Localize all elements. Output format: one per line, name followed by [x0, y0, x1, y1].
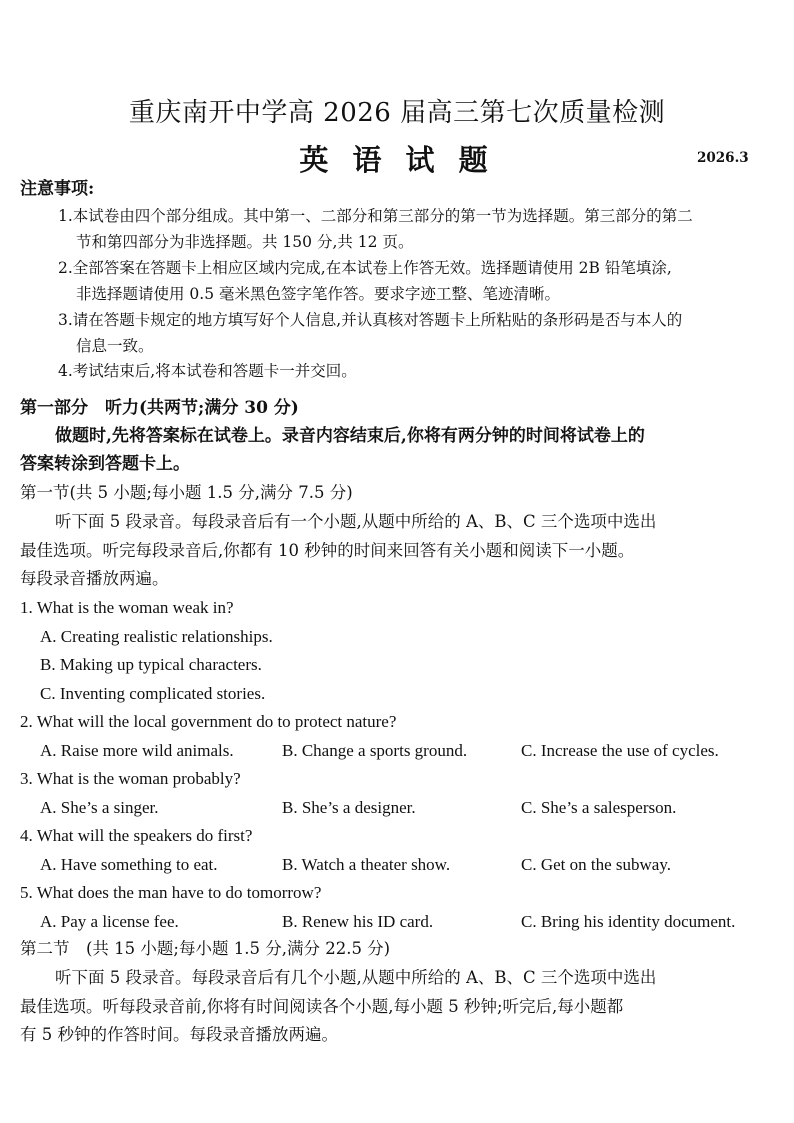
q1-option-c[interactable]: C. Inventing complicated stories. — [40, 684, 266, 703]
exam-school-title: 重庆南开中学高 2026 届高三第七次质量检测 — [128, 98, 666, 128]
section2-heading: 第二节 (共 15 小题;每小题 1.5 分,满分 22.5 分) — [20, 939, 391, 958]
exam-subject-title: 英 语 试 题 — [299, 143, 495, 177]
notice-line: 3.请在答题卡规定的地方填写好个人信息,并认真核对答题卡上所粘贴的条形码是否与本人的 — [58, 311, 683, 329]
notice-line: 信息一致。 — [76, 337, 154, 355]
q4-option-b[interactable]: B. Watch a theater show. — [282, 855, 451, 874]
section1-instruction-line: 最佳选项。听完每段录音后,你都有 10 秒钟的时间来回答有关小题和阅读下一小题。 — [20, 541, 635, 560]
section1-heading: 第一节(共 5 小题;每小题 1.5 分,满分 7.5 分) — [20, 483, 353, 502]
exam-date: 2026.3 — [697, 150, 749, 166]
notice-line: 1.本试卷由四个部分组成。其中第一、二部分和第三部分的第一节为选择题。第三部分的第二 — [58, 207, 693, 225]
q5-option-c[interactable]: C. Bring his identity document. — [521, 912, 736, 931]
q3-option-b[interactable]: B. She’s a designer. — [282, 798, 416, 817]
section1-instruction-line: 听下面 5 段录音。每段录音后有一个小题,从题中所给的 A、B、C 三个选项中选出 — [55, 512, 657, 531]
q4-option-a[interactable]: A. Have something to eat. — [40, 855, 218, 874]
notice-line: 2.全部答案在答题卡上相应区域内完成,在本试卷上作答无效。选择题请使用 2B 铅笔填涂, — [58, 259, 672, 277]
q2-option-b[interactable]: B. Change a sports ground. — [282, 741, 468, 760]
question-5: 5. What does the man have to do tomorrow? — [20, 883, 322, 902]
part1-heading: 第一部分 听力(共两节;满分 30 分) — [20, 398, 299, 418]
q2-option-c[interactable]: C. Increase the use of cycles. — [521, 741, 719, 760]
q4-option-c[interactable]: C. Get on the subway. — [521, 855, 671, 874]
section1-instruction-line: 每段录音播放两遍。 — [20, 569, 169, 588]
q2-option-a[interactable]: A. Raise more wild animals. — [40, 741, 234, 760]
part1-instruction-line: 做题时,先将答案标在试卷上。录音内容结束后,你将有两分钟的时间将试卷上的 — [55, 426, 645, 446]
question-4: 4. What will the speakers do first? — [20, 826, 253, 845]
section2-instruction-line: 最佳选项。听每段录音前,你将有时间阅读各个小题,每小题 5 秒钟;听完后,每小题都 — [20, 997, 624, 1016]
question-1: 1. What is the woman weak in? — [20, 598, 234, 617]
question-3: 3. What is the woman probably? — [20, 769, 241, 788]
q1-option-a[interactable]: A. Creating realistic relationships. — [40, 627, 273, 646]
section2-instruction-line: 听下面 5 段录音。每段录音后有几个小题,从题中所给的 A、B、C 三个选项中选出 — [55, 968, 657, 987]
q5-option-a[interactable]: A. Pay a license fee. — [40, 912, 179, 931]
notice-line: 节和第四部分为非选择题。共 150 分,共 12 页。 — [76, 233, 414, 251]
q3-option-a[interactable]: A. She’s a singer. — [40, 798, 159, 817]
q1-option-b[interactable]: B. Making up typical characters. — [40, 655, 262, 674]
notice-heading: 注意事项: — [20, 179, 95, 199]
question-2: 2. What will the local government do to protect nature? — [20, 712, 397, 731]
q3-option-c[interactable]: C. She’s a salesperson. — [521, 798, 677, 817]
notice-line: 4.考试结束后,将本试卷和答题卡一并交回。 — [58, 362, 357, 380]
section2-instruction-line: 有 5 秒钟的作答时间。每段录音播放两遍。 — [20, 1025, 338, 1044]
part1-instruction-line: 答案转涂到答题卡上。 — [20, 454, 190, 474]
q5-option-b[interactable]: B. Renew his ID card. — [282, 912, 434, 931]
notice-line: 非选择题请使用 0.5 毫米黑色签字笔作答。要求字迹工整、笔迹清晰。 — [76, 285, 561, 303]
